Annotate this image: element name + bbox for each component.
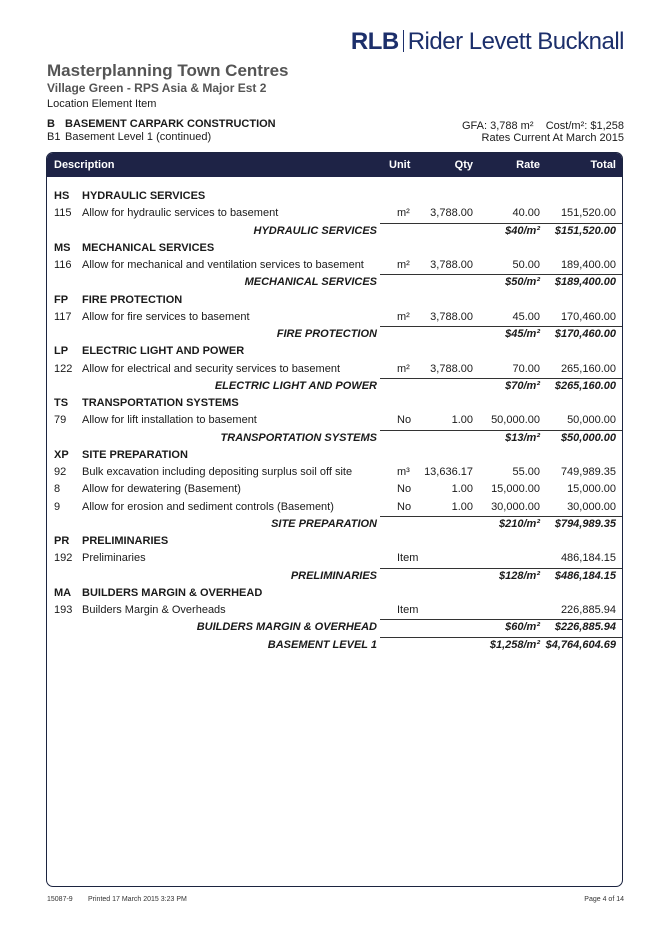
item-qty: 1.00	[451, 483, 473, 496]
subtotal-label: BASEMENT LEVEL 1	[267, 638, 377, 651]
subtotal-row	[47, 378, 622, 394]
item-total: 749,989.35	[560, 466, 616, 478]
item-qty: 3,788.00	[430, 310, 473, 323]
item-total: 15,000.00	[567, 483, 616, 496]
cost-per-m2: Cost/m²: $1,258	[545, 120, 624, 132]
item-description: Bulk excavation including depositing surplus soil off site	[82, 466, 353, 478]
item-total: 226,885.94	[560, 604, 616, 616]
group-name: FIRE PROTECTION	[82, 293, 183, 306]
footer-job: 15087-9	[47, 896, 73, 903]
group-header-row	[47, 292, 622, 308]
item-qty: 3,788.00	[430, 362, 473, 375]
subtotal-rate: $40/m²	[505, 224, 540, 237]
item-qty: 1.00	[451, 500, 473, 513]
item-unit: Item	[397, 604, 419, 616]
item-unit: No	[397, 414, 412, 427]
col-rate: Rate	[516, 159, 540, 171]
item-code: 9	[54, 500, 61, 513]
item-total: 50,000.00	[567, 414, 616, 427]
item-unit: m³	[397, 466, 410, 478]
group-header-row	[47, 343, 622, 359]
subsection-name: Basement Level 1 (continued)	[65, 131, 212, 143]
subtotal-rule	[380, 274, 622, 275]
subtotal-rule	[380, 637, 622, 638]
subtotal-row	[47, 619, 622, 635]
item-code: 117	[54, 310, 72, 323]
table-row	[47, 481, 622, 497]
item-qty: 3,788.00	[430, 207, 473, 220]
report-title: Masterplanning Town Centres	[47, 61, 289, 80]
subtotal-rule	[380, 378, 622, 379]
item-rate: 30,000.00	[491, 500, 540, 513]
gfa-value: GFA: 3,788 m²	[461, 120, 534, 132]
item-description: Allow for dewatering (Basement)	[82, 483, 241, 496]
group-header-row	[47, 585, 622, 601]
item-description: Preliminaries	[82, 552, 146, 565]
group-code: MA	[54, 586, 72, 599]
item-code: 79	[54, 414, 67, 427]
subtotal-rate: $210/m²	[499, 517, 540, 530]
item-total: 151,520.00	[560, 207, 616, 220]
section-heading	[47, 118, 276, 130]
subtotal-row	[47, 223, 622, 239]
item-unit: m²	[397, 362, 410, 375]
group-code: HS	[54, 190, 70, 202]
table-row	[47, 499, 622, 515]
subtotal-rule	[380, 326, 622, 327]
col-unit: Unit	[389, 159, 411, 171]
item-qty: 13,636.17	[424, 466, 473, 478]
subtotal-total: $265,160.00	[554, 379, 616, 392]
item-unit: No	[397, 483, 412, 496]
subtotal-label: MECHANICAL SERVICES	[244, 276, 377, 289]
item-code: 92	[54, 466, 67, 478]
gfa-cost-info	[462, 120, 624, 132]
item-code: 192	[54, 552, 73, 565]
group-header-row	[47, 447, 622, 463]
subtotal-total: $189,400.00	[554, 276, 616, 289]
item-qty: 1.00	[451, 414, 473, 427]
subtotal-rate: $45/m²	[505, 328, 540, 340]
subsection-code: B1	[47, 131, 61, 143]
group-code: MS	[54, 241, 71, 254]
table-row	[47, 412, 622, 428]
subtotal-rule	[380, 619, 622, 620]
group-code: LP	[54, 345, 69, 358]
table-row	[47, 602, 622, 618]
logo-name: Rider Levett Bucknall	[407, 28, 624, 55]
group-name: MECHANICAL SERVICES	[82, 241, 215, 254]
subtotal-label: PRELIMINARIES	[290, 569, 377, 582]
col-total: Total	[590, 159, 616, 171]
item-rate: 40.00	[512, 207, 540, 220]
table-row	[47, 205, 622, 221]
subtotal-total: $4,764,604.69	[545, 638, 616, 651]
item-rate: 70.00	[512, 362, 540, 375]
group-header-row	[47, 395, 622, 411]
table-row	[47, 257, 622, 273]
subsection-heading	[47, 131, 211, 143]
subtotal-rate: $1,258/m²	[489, 638, 540, 651]
subtotal-label: BUILDERS MARGIN & OVERHEAD	[196, 621, 377, 634]
subtotal-rule	[380, 568, 622, 569]
table-row	[47, 464, 622, 480]
item-description: Builders Margin & Overheads	[82, 604, 226, 616]
item-code: 115	[54, 207, 72, 220]
subtotal-total: $170,460.00	[554, 328, 616, 340]
subtotal-rule	[380, 430, 622, 431]
subtotal-rate: $70/m²	[505, 379, 540, 392]
group-name: ELECTRIC LIGHT AND POWER	[82, 345, 245, 358]
item-description: Allow for electrical and security services to basement	[82, 362, 340, 375]
item-code: 122	[54, 362, 73, 375]
group-code: TS	[54, 397, 69, 409]
item-description: Allow for fire services to basement	[82, 310, 250, 323]
item-description: Allow for lift installation to basement	[82, 414, 257, 427]
item-total: 30,000.00	[567, 500, 616, 513]
table-row	[47, 550, 622, 566]
cost-table	[46, 152, 623, 887]
subtotal-label: SITE PREPARATION	[271, 517, 377, 530]
group-code: PR	[54, 535, 70, 547]
section-code: B	[47, 118, 55, 130]
item-unit: m²	[397, 259, 410, 271]
table-row	[47, 309, 622, 325]
logo-abbr: RLB	[350, 28, 399, 55]
footer-page: Page 4 of 14	[584, 896, 624, 903]
group-name: TRANSPORTATION SYSTEMS	[82, 397, 239, 409]
group-code: FP	[54, 293, 69, 306]
subtotal-row	[47, 516, 622, 532]
subtotal-total: $50,000.00	[560, 431, 616, 444]
subtotal-rate: $50/m²	[505, 276, 540, 289]
item-unit: m²	[397, 207, 410, 220]
subtotal-rule	[380, 223, 622, 224]
subtotal-rule	[380, 516, 622, 517]
group-header-row	[47, 533, 622, 549]
item-total: 265,160.00	[560, 362, 616, 375]
item-unit: No	[397, 500, 412, 513]
table-header	[47, 153, 622, 177]
item-description: Allow for mechanical and ventilation services to basement	[82, 259, 364, 271]
item-rate: 15,000.00	[491, 483, 540, 496]
item-total: 170,460.00	[560, 310, 616, 323]
subtotal-total: $151,520.00	[554, 224, 616, 237]
col-qty: Qty	[454, 159, 473, 171]
item-unit: Item	[397, 552, 419, 565]
group-name: SITE PREPARATION	[82, 448, 188, 461]
section-name: BASEMENT CARPARK CONSTRUCTION	[65, 118, 276, 130]
subtotal-label: TRANSPORTATION SYSTEMS	[220, 431, 377, 444]
item-qty: 3,788.00	[430, 259, 473, 271]
item-total: 486,184.15	[560, 552, 616, 565]
item-description: Allow for hydraulic services to basement	[82, 207, 279, 220]
group-name: BUILDERS MARGIN & OVERHEAD	[82, 586, 263, 599]
footer-printed: Printed 17 March 2015 3:23 PM	[88, 896, 187, 903]
item-code: 116	[54, 259, 72, 271]
subtotal-label: HYDRAULIC SERVICES	[253, 224, 377, 237]
subtotal-rate: $128/m²	[499, 569, 540, 582]
logo-divider	[403, 30, 404, 52]
subtotal-label: ELECTRIC LIGHT AND POWER	[214, 379, 377, 392]
item-code: 8	[54, 483, 61, 496]
subtotal-rate: $60/m²	[505, 621, 540, 634]
item-unit: m²	[397, 310, 410, 323]
item-rate: 45.00	[512, 310, 540, 323]
report-type: Location Element Item	[47, 98, 157, 110]
item-rate: 50,000.00	[491, 414, 540, 427]
col-description: Description	[54, 159, 115, 171]
item-description: Allow for erosion and sediment controls (Basement)	[82, 500, 334, 513]
group-header-row	[47, 240, 622, 256]
group-name: HYDRAULIC SERVICES	[82, 190, 206, 202]
group-header-row	[47, 188, 622, 204]
subtotal-row	[47, 637, 622, 653]
item-rate: 50.00	[512, 259, 540, 271]
report-subtitle: Village Green - RPS Asia & Major Est 2	[47, 81, 267, 95]
subtotal-total: $226,885.94	[554, 621, 616, 634]
group-name: PRELIMINARIES	[82, 535, 169, 547]
subtotal-row	[47, 274, 622, 290]
table-row	[47, 361, 622, 377]
group-code: XP	[54, 448, 69, 461]
subtotal-row	[47, 430, 622, 446]
subtotal-rate: $13/m²	[505, 431, 540, 444]
subtotal-total: $794,989.35	[554, 517, 616, 530]
company-logo	[351, 28, 624, 56]
item-rate: 55.00	[512, 466, 540, 478]
subtotal-label: FIRE PROTECTION	[276, 328, 377, 340]
subtotal-row	[47, 326, 622, 342]
rates-current: Rates Current At March 2015	[481, 132, 624, 144]
subtotal-row	[47, 568, 622, 584]
item-total: 189,400.00	[560, 259, 616, 271]
item-code: 193	[54, 604, 73, 616]
subtotal-total: $486,184.15	[554, 569, 616, 582]
